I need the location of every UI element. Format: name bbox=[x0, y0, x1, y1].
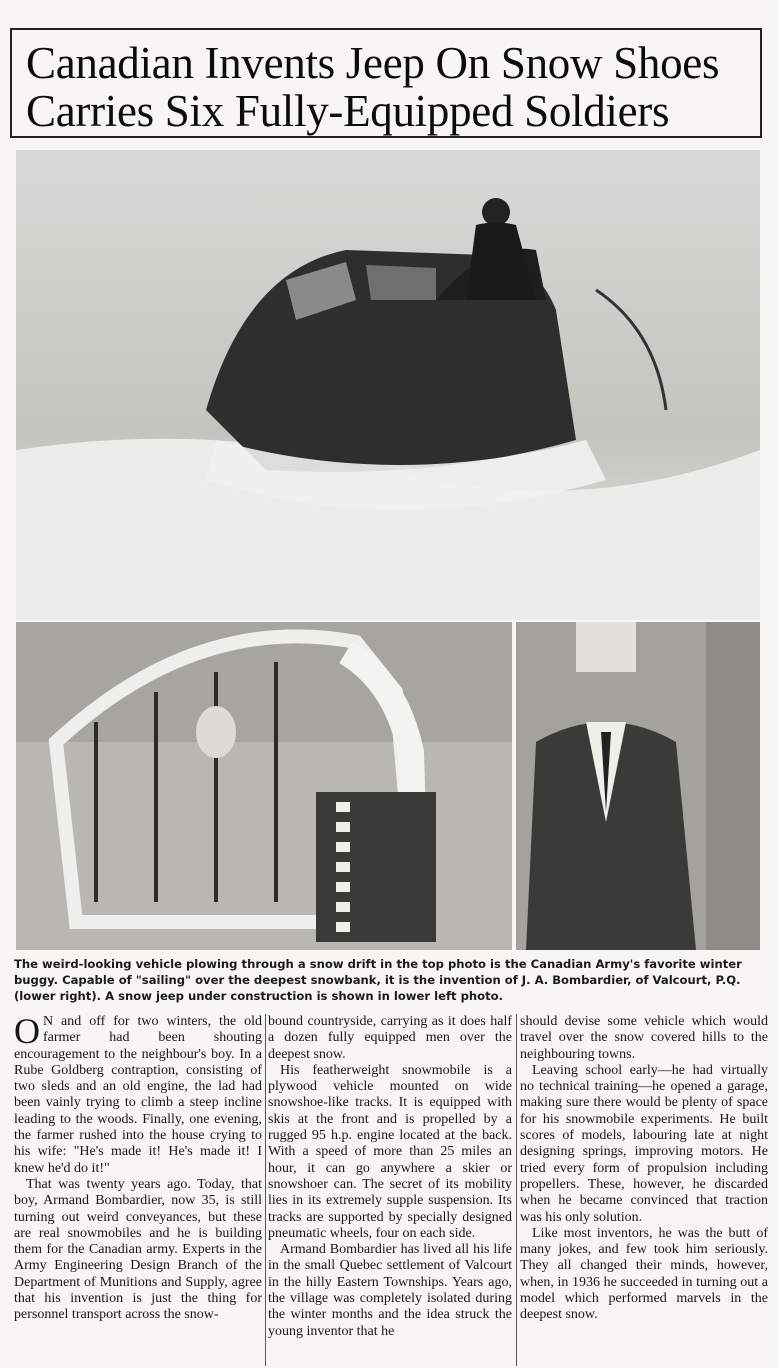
article-column-3 bbox=[520, 1014, 768, 1364]
column-rule-1 bbox=[265, 1014, 266, 1366]
vehicle-construction-photo bbox=[16, 622, 512, 950]
inventor-portrait-photo bbox=[516, 622, 760, 950]
headline-box bbox=[10, 28, 762, 138]
article-paragraph: bound countryside, carrying as it does half a dozen fully equipped men over the deepest snow. bbox=[268, 1014, 512, 1062]
column-rule-2 bbox=[516, 1014, 517, 1366]
article-paragraph: Leaving school early—he had virtually no technical training—he opened a garage, making sure there would be plenty of space for his snowmobile experiments. He built scores of models, labouring late at night designing springs, improving motors. He tried every form of propulsion including propellers. These, however, he discarded when he became convinced that traction was his only solution. bbox=[520, 1062, 768, 1225]
headline-line-1: Canadian Invents Jeep On Snow Shoes bbox=[26, 38, 720, 88]
article-paragraph bbox=[14, 1014, 262, 1177]
article-paragraph: Like most inventors, he was the butt of many jokes, and few took him seriously. They all changed their minds, however, when, in 1936 he succeeded in turning out a model which performed marvels in the deepest snow. bbox=[520, 1225, 768, 1323]
article-paragraph: His featherweight snowmobile is a plywood vehicle mounted on wide snowshoe-like tracks. It is equipped with skis at the front and is propelled by a rugged 95 h.p. engine located at the back. With a speed of more than 25 miles an hour, it can go anywhere a skier or snowshoer can. The secret of its mobility lies in its extremely supple suspension. Its tracks are supported by specially designed pneumatic wheels, four on each side. bbox=[268, 1062, 512, 1241]
article-paragraph: should devise some vehicle which would travel over the snow covered hills to the neighbouring towns. bbox=[520, 1014, 768, 1062]
drop-cap: O bbox=[14, 1014, 40, 1051]
article-paragraph: Armand Bombardier has lived all his life in the small Quebec settlement of Valcourt in the hilly Eastern Townships. Years ago, the village was completely isolated during the winter months and the idea struck the young inventor that he bbox=[268, 1242, 512, 1339]
article-column-2 bbox=[268, 1014, 512, 1364]
photo-caption: The weird-looking vehicle plowing through a snow drift in the top photo is the Canadian Army's favorite winter buggy. Capable of "sailing" over the deepest snowbank, it is the invention of J. A. Bombardier, of Valcourt, P.Q. (lower right). A snow jeep under construction is shown in lower left photo. bbox=[14, 957, 742, 1003]
headline-line-2: Carries Six Fully-Equipped Soldiers bbox=[26, 86, 670, 136]
article-column-1 bbox=[14, 1014, 262, 1364]
article-paragraph: That was twenty years ago. Today, that boy, Armand Bombardier, now 35, is still turning out weird conveyances, but these are real snowmobiles and he is building them for the Canadian army. Experts in the Army Engineering Design Branch of the Department of Munitions and Supply, agree that his invention is just the thing for personnel transport across the snow- bbox=[14, 1176, 262, 1323]
snow-vehicle-photo bbox=[16, 150, 760, 620]
paragraph-text: N and off for two winters, the old farmer had been shouting encouragement to the neighbour's boy. In a Rube Goldberg contraption, consisting of two sleds and an old engine, the lad had been vainly trying to climb a steep incline leading to the woods. Finally, one evening, the farmer rushed into the house crying to his wife: "He's made it! He's made it! I knew he'd do it!" bbox=[14, 1014, 262, 1176]
